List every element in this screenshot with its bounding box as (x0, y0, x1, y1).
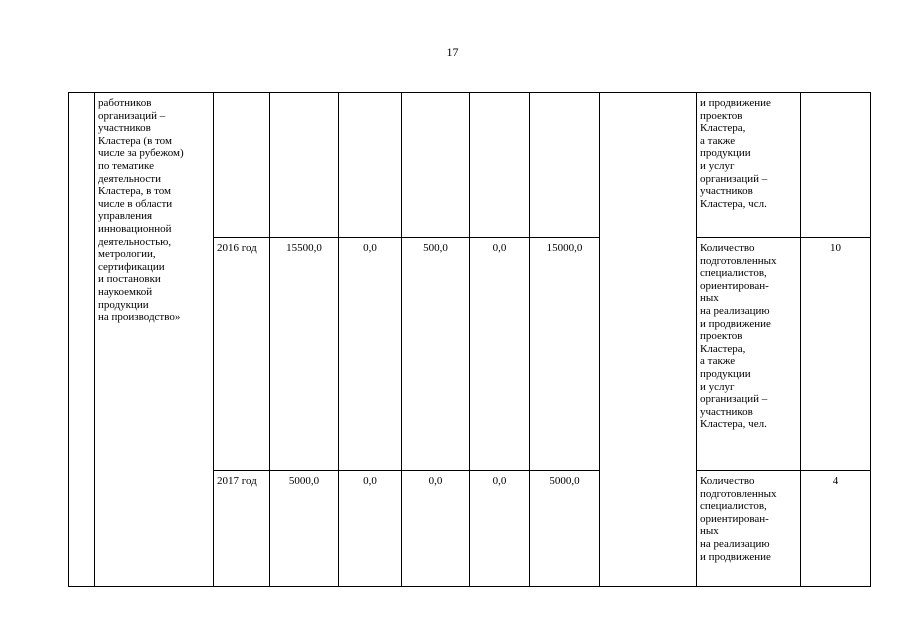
extrabudget-cell (530, 93, 600, 238)
indicator-cell (697, 93, 801, 238)
indicator-value-cell (801, 93, 871, 238)
local-cell: 0,0 (470, 471, 530, 587)
local-cell: 0,0 (470, 238, 530, 471)
indicator-cell (697, 238, 801, 471)
total-cell: 15500,0 (270, 238, 339, 471)
indicator-text: Количество подготовленных специалистов, ориентирован- ных на реализацию и продвижение (700, 475, 777, 563)
indicator-text: Количество подготовленных специалистов, ориентирован- ных на реализацию и продвижение проектов Кластера, а также продукции и услуг организаций – участников Кластера, чел. (700, 242, 777, 431)
extrabudget-cell: 15000,0 (530, 238, 600, 471)
program-description-text: работников организаций – участников Кластера (в том числе за рубежом) по тематике деятельности Кластера, в том числе в области управления инновационной деятельностью, метрологии, сертификации и постановки наукоемкой продукции на производство» (98, 97, 184, 324)
year-cell: 2017 год (214, 471, 270, 587)
federal-cell: 0,0 (339, 238, 402, 471)
extrabudget-cell: 5000,0 (530, 471, 600, 587)
regional-cell: 500,0 (402, 238, 470, 471)
total-cell (270, 93, 339, 238)
local-cell (470, 93, 530, 238)
executor-cell (600, 93, 697, 587)
total-cell: 5000,0 (270, 471, 339, 587)
table-row (69, 93, 871, 238)
program-description-cell (95, 93, 214, 587)
number-cell (69, 93, 95, 587)
indicator-value-cell: 4 (801, 471, 871, 587)
regional-cell (402, 93, 470, 238)
indicator-value-cell: 10 (801, 238, 871, 471)
federal-cell (339, 93, 402, 238)
page-number: 17 (446, 45, 459, 59)
year-cell (214, 93, 270, 238)
regional-cell: 0,0 (402, 471, 470, 587)
program-table (68, 92, 871, 587)
federal-cell: 0,0 (339, 471, 402, 587)
year-cell: 2016 год (214, 238, 270, 471)
indicator-text: и продвижение проектов Кластера, а также продукции и услуг организаций – участников Кластера, чсл. (700, 97, 771, 210)
indicator-cell (697, 471, 801, 587)
